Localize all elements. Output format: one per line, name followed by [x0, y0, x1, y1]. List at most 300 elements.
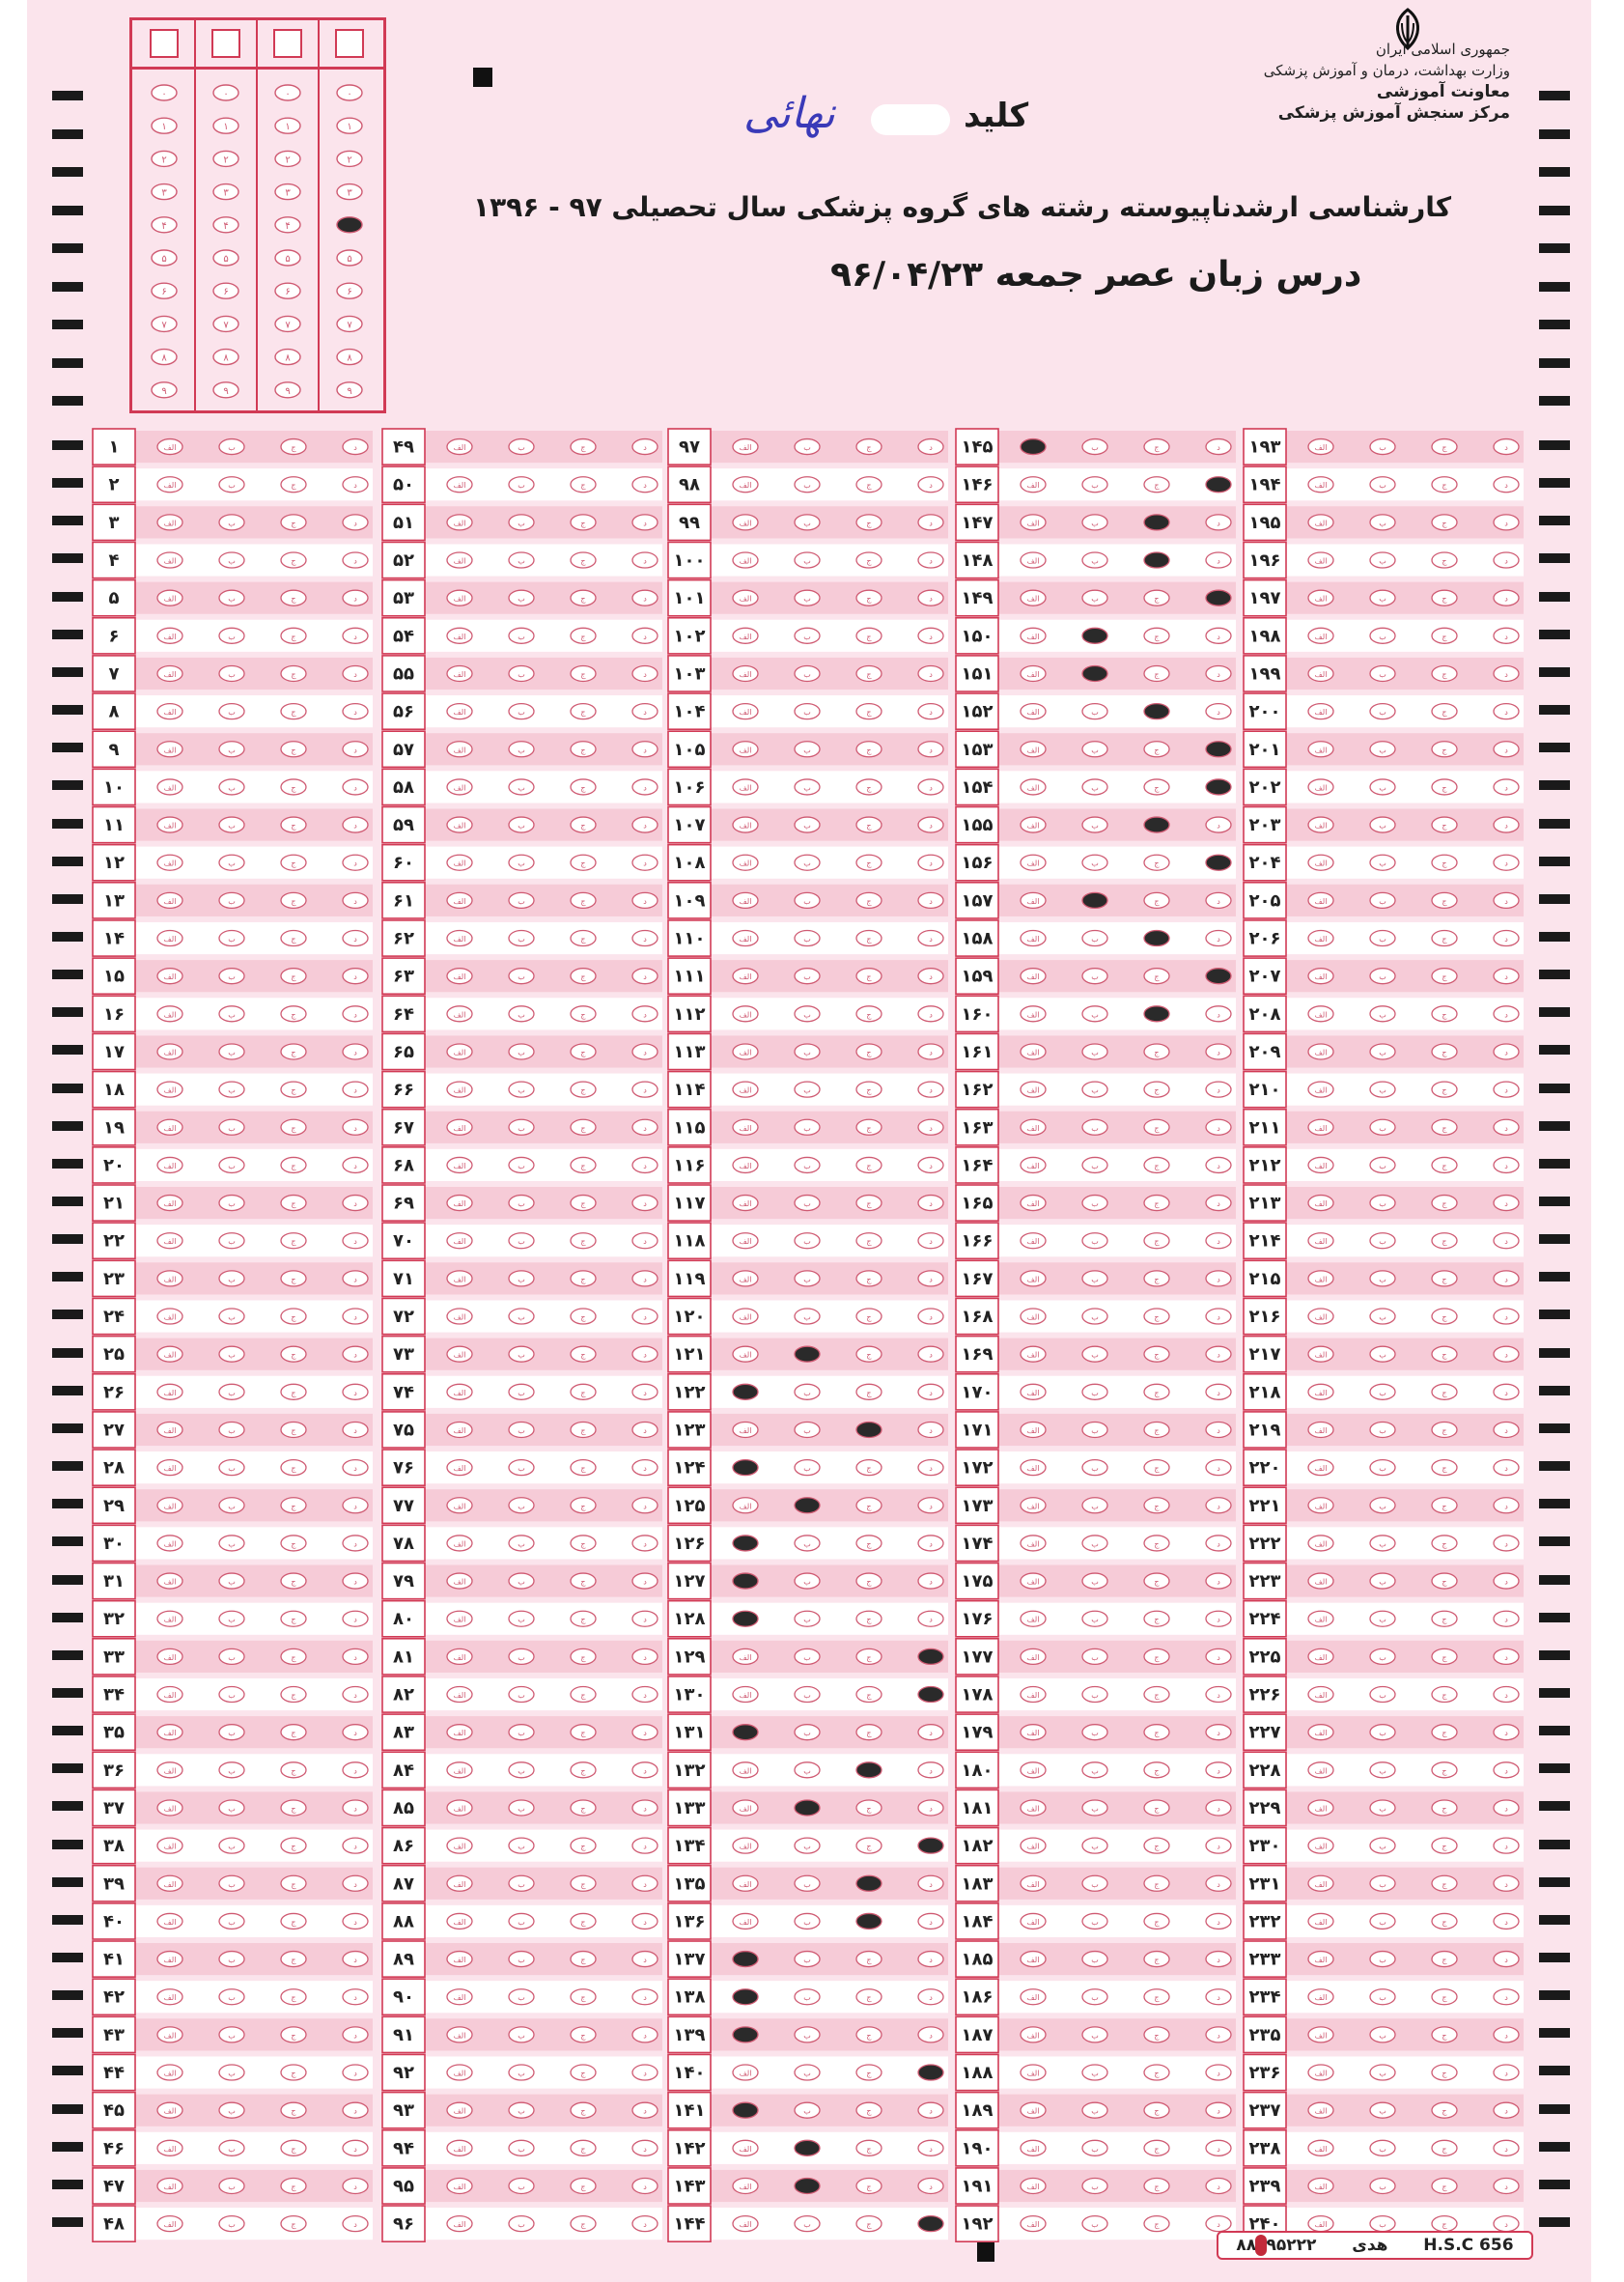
answer-bubble[interactable]	[918, 1082, 943, 1097]
answer-bubble[interactable]	[509, 1082, 534, 1097]
answer-bubble[interactable]	[1021, 2065, 1046, 2080]
answer-bubble[interactable]	[447, 477, 472, 493]
answer-bubble[interactable]	[1494, 1346, 1519, 1362]
answer-bubble[interactable]	[1308, 1875, 1333, 1891]
code-bubble[interactable]	[213, 85, 238, 100]
answer-bubble[interactable]	[509, 817, 534, 832]
answer-bubble[interactable]	[1308, 1762, 1333, 1778]
answer-bubble[interactable]	[281, 665, 306, 681]
answer-bubble[interactable]	[733, 1611, 758, 1626]
answer-bubble[interactable]	[219, 892, 244, 908]
answer-bubble[interactable]	[219, 2140, 244, 2155]
answer-bubble[interactable]	[795, 969, 820, 984]
answer-bubble[interactable]	[856, 1800, 882, 1816]
answer-bubble[interactable]	[157, 855, 182, 870]
answer-bubble[interactable]	[1308, 855, 1333, 870]
answer-bubble[interactable]	[1082, 515, 1107, 530]
answer-bubble[interactable]	[447, 1044, 472, 1059]
answer-bubble[interactable]	[157, 1648, 182, 1664]
answer-bubble[interactable]	[509, 1725, 534, 1740]
answer-bubble[interactable]	[343, 1196, 368, 1211]
answer-bubble[interactable]	[1494, 2065, 1519, 2080]
answer-bubble[interactable]	[795, 779, 820, 795]
answer-bubble[interactable]	[281, 1800, 306, 1816]
answer-bubble[interactable]	[1021, 1498, 1046, 1513]
answer-bubble[interactable]	[795, 1082, 820, 1097]
answer-bubble[interactable]	[571, 742, 596, 757]
answer-bubble[interactable]	[219, 628, 244, 643]
answer-bubble[interactable]	[1206, 515, 1231, 530]
answer-bubble[interactable]	[343, 892, 368, 908]
answer-bubble[interactable]	[632, 779, 658, 795]
answer-bubble[interactable]	[1308, 477, 1333, 493]
answer-bubble[interactable]	[509, 1952, 534, 1967]
answer-bubble[interactable]	[1370, 1611, 1395, 1626]
answer-bubble[interactable]	[571, 477, 596, 493]
answer-bubble[interactable]	[571, 2140, 596, 2155]
answer-bubble[interactable]	[509, 1838, 534, 1853]
answer-bubble[interactable]	[1370, 1196, 1395, 1211]
answer-bubble[interactable]	[632, 1687, 658, 1703]
answer-bubble[interactable]	[1021, 1119, 1046, 1135]
answer-bubble[interactable]	[1021, 515, 1046, 530]
answer-bubble[interactable]	[1021, 1233, 1046, 1249]
answer-bubble[interactable]	[1432, 1762, 1457, 1778]
answer-bubble[interactable]	[219, 1082, 244, 1097]
answer-bubble[interactable]	[1432, 665, 1457, 681]
answer-bubble[interactable]	[795, 1233, 820, 1249]
answer-bubble[interactable]	[1494, 1800, 1519, 1816]
answer-bubble[interactable]	[1082, 1044, 1107, 1059]
answer-bubble[interactable]	[1206, 1233, 1231, 1249]
answer-bubble[interactable]	[632, 2216, 658, 2232]
answer-bubble[interactable]	[795, 515, 820, 530]
answer-bubble[interactable]	[157, 1233, 182, 1249]
answer-bubble[interactable]	[219, 1838, 244, 1853]
answer-bubble[interactable]	[571, 628, 596, 643]
answer-bubble[interactable]	[1021, 1346, 1046, 1362]
answer-bubble[interactable]	[733, 2102, 758, 2118]
answer-bubble[interactable]	[1370, 1913, 1395, 1929]
answer-bubble[interactable]	[571, 704, 596, 719]
answer-bubble[interactable]	[1021, 1648, 1046, 1664]
answer-bubble[interactable]	[795, 2027, 820, 2043]
answer-bubble[interactable]	[1494, 1157, 1519, 1172]
answer-bubble[interactable]	[1082, 552, 1107, 568]
answer-bubble[interactable]	[1021, 1006, 1046, 1022]
answer-bubble[interactable]	[571, 2027, 596, 2043]
answer-bubble[interactable]	[918, 515, 943, 530]
answer-bubble[interactable]	[281, 1233, 306, 1249]
answer-bubble[interactable]	[1206, 969, 1231, 984]
answer-bubble[interactable]	[343, 931, 368, 946]
answer-bubble[interactable]	[157, 590, 182, 606]
answer-bubble[interactable]	[571, 552, 596, 568]
answer-bubble[interactable]	[856, 2216, 882, 2232]
answer-bubble[interactable]	[571, 439, 596, 455]
answer-bubble[interactable]	[571, 1762, 596, 1778]
answer-bubble[interactable]	[447, 1233, 472, 1249]
answer-bubble[interactable]	[795, 1800, 820, 1816]
answer-bubble[interactable]	[632, 1952, 658, 1967]
answer-bubble[interactable]	[1432, 1006, 1457, 1022]
answer-bubble[interactable]	[447, 1989, 472, 2005]
answer-bubble[interactable]	[1082, 779, 1107, 795]
answer-bubble[interactable]	[219, 2027, 244, 2043]
answer-bubble[interactable]	[795, 704, 820, 719]
answer-bubble[interactable]	[1082, 1535, 1107, 1551]
answer-bubble[interactable]	[733, 855, 758, 870]
answer-bubble[interactable]	[1494, 1952, 1519, 1967]
answer-bubble[interactable]	[1206, 665, 1231, 681]
answer-bubble[interactable]	[856, 1384, 882, 1399]
code-bubble[interactable]	[213, 118, 238, 133]
answer-bubble[interactable]	[1432, 1875, 1457, 1891]
answer-bubble[interactable]	[1432, 1573, 1457, 1589]
answer-bubble[interactable]	[157, 1535, 182, 1551]
answer-bubble[interactable]	[1308, 665, 1333, 681]
answer-bubble[interactable]	[1021, 1535, 1046, 1551]
answer-bubble[interactable]	[447, 552, 472, 568]
answer-bubble[interactable]	[795, 855, 820, 870]
answer-bubble[interactable]	[1144, 1838, 1169, 1853]
answer-bubble[interactable]	[281, 552, 306, 568]
answer-bubble[interactable]	[918, 1119, 943, 1135]
answer-bubble[interactable]	[918, 931, 943, 946]
answer-bubble[interactable]	[795, 742, 820, 757]
answer-bubble[interactable]	[1494, 1271, 1519, 1286]
answer-bubble[interactable]	[795, 590, 820, 606]
answer-bubble[interactable]	[281, 2102, 306, 2118]
answer-bubble[interactable]	[1206, 1346, 1231, 1362]
answer-bubble[interactable]	[343, 515, 368, 530]
answer-bubble[interactable]	[856, 1725, 882, 1740]
answer-bubble[interactable]	[571, 1687, 596, 1703]
answer-bubble[interactable]	[918, 2216, 943, 2232]
answer-bubble[interactable]	[1370, 1044, 1395, 1059]
answer-bubble[interactable]	[1308, 1838, 1333, 1853]
answer-bubble[interactable]	[918, 590, 943, 606]
answer-bubble[interactable]	[1206, 1800, 1231, 1816]
answer-bubble[interactable]	[219, 1309, 244, 1324]
answer-bubble[interactable]	[795, 2102, 820, 2118]
answer-bubble[interactable]	[571, 1838, 596, 1853]
answer-bubble[interactable]	[632, 1233, 658, 1249]
answer-bubble[interactable]	[281, 742, 306, 757]
answer-bubble[interactable]	[856, 1913, 882, 1929]
answer-bubble[interactable]	[157, 1573, 182, 1589]
answer-bubble[interactable]	[632, 1611, 658, 1626]
answer-bubble[interactable]	[571, 1913, 596, 1929]
answer-bubble[interactable]	[1370, 742, 1395, 757]
answer-bubble[interactable]	[343, 1762, 368, 1778]
answer-bubble[interactable]	[856, 931, 882, 946]
answer-bubble[interactable]	[632, 1119, 658, 1135]
answer-bubble[interactable]	[509, 892, 534, 908]
answer-bubble[interactable]	[632, 1989, 658, 2005]
answer-bubble[interactable]	[1432, 1384, 1457, 1399]
answer-bubble[interactable]	[1370, 704, 1395, 719]
answer-bubble[interactable]	[1308, 1233, 1333, 1249]
code-bubble[interactable]	[275, 283, 300, 298]
answer-bubble[interactable]	[447, 1648, 472, 1664]
answer-bubble[interactable]	[571, 1460, 596, 1476]
answer-bubble[interactable]	[1494, 704, 1519, 719]
answer-bubble[interactable]	[281, 1573, 306, 1589]
answer-bubble[interactable]	[343, 2216, 368, 2232]
answer-bubble[interactable]	[1494, 969, 1519, 984]
answer-bubble[interactable]	[1206, 1422, 1231, 1437]
answer-bubble[interactable]	[1082, 1119, 1107, 1135]
answer-bubble[interactable]	[157, 515, 182, 530]
code-bubble[interactable]	[275, 217, 300, 233]
answer-bubble[interactable]	[281, 1384, 306, 1399]
answer-bubble[interactable]	[509, 1573, 534, 1589]
answer-bubble[interactable]	[1144, 742, 1169, 757]
answer-bubble[interactable]	[1494, 1989, 1519, 2005]
answer-bubble[interactable]	[1370, 2178, 1395, 2193]
answer-bubble[interactable]	[1206, 1913, 1231, 1929]
answer-bubble[interactable]	[447, 1346, 472, 1362]
answer-bubble[interactable]	[1308, 1006, 1333, 1022]
answer-bubble[interactable]	[509, 515, 534, 530]
answer-bubble[interactable]	[1021, 779, 1046, 795]
answer-bubble[interactable]	[1494, 2102, 1519, 2118]
answer-bubble[interactable]	[733, 969, 758, 984]
answer-bubble[interactable]	[795, 892, 820, 908]
answer-bubble[interactable]	[1082, 1346, 1107, 1362]
answer-bubble[interactable]	[571, 931, 596, 946]
answer-bubble[interactable]	[509, 1346, 534, 1362]
answer-bubble[interactable]	[157, 628, 182, 643]
answer-bubble[interactable]	[343, 1082, 368, 1097]
answer-bubble[interactable]	[219, 515, 244, 530]
answer-bubble[interactable]	[1308, 1082, 1333, 1097]
answer-bubble[interactable]	[733, 1762, 758, 1778]
answer-bubble[interactable]	[281, 1762, 306, 1778]
answer-bubble[interactable]	[1144, 2102, 1169, 2118]
answer-bubble[interactable]	[447, 515, 472, 530]
answer-bubble[interactable]	[343, 1573, 368, 1589]
answer-bubble[interactable]	[343, 1233, 368, 1249]
answer-bubble[interactable]	[1370, 439, 1395, 455]
answer-bubble[interactable]	[281, 1309, 306, 1324]
answer-bubble[interactable]	[447, 590, 472, 606]
answer-bubble[interactable]	[918, 779, 943, 795]
answer-bubble[interactable]	[1206, 1082, 1231, 1097]
answer-bubble[interactable]	[795, 1611, 820, 1626]
answer-bubble[interactable]	[1494, 1611, 1519, 1626]
answer-bubble[interactable]	[856, 1422, 882, 1437]
answer-bubble[interactable]	[795, 2216, 820, 2232]
answer-bubble[interactable]	[281, 1346, 306, 1362]
answer-bubble[interactable]	[918, 742, 943, 757]
answer-bubble[interactable]	[509, 855, 534, 870]
answer-bubble[interactable]	[219, 1913, 244, 1929]
answer-bubble[interactable]	[509, 1498, 534, 1513]
answer-bubble[interactable]	[632, 1875, 658, 1891]
answer-bubble[interactable]	[571, 2178, 596, 2193]
answer-bubble[interactable]	[1370, 1384, 1395, 1399]
code-bubble[interactable]	[152, 350, 177, 365]
answer-bubble[interactable]	[343, 1838, 368, 1853]
answer-bubble[interactable]	[509, 1611, 534, 1626]
answer-bubble[interactable]	[343, 1460, 368, 1476]
answer-bubble[interactable]	[795, 1271, 820, 1286]
answer-bubble[interactable]	[918, 1309, 943, 1324]
answer-bubble[interactable]	[219, 1875, 244, 1891]
answer-bubble[interactable]	[219, 1196, 244, 1211]
answer-bubble[interactable]	[343, 1119, 368, 1135]
answer-bubble[interactable]	[447, 1687, 472, 1703]
answer-bubble[interactable]	[1308, 439, 1333, 455]
answer-bubble[interactable]	[1206, 1611, 1231, 1626]
answer-bubble[interactable]	[509, 665, 534, 681]
answer-bubble[interactable]	[1370, 1271, 1395, 1286]
answer-bubble[interactable]	[1144, 439, 1169, 455]
answer-bubble[interactable]	[1370, 1573, 1395, 1589]
answer-bubble[interactable]	[856, 590, 882, 606]
answer-bubble[interactable]	[281, 855, 306, 870]
answer-bubble[interactable]	[281, 1725, 306, 1740]
answer-bubble[interactable]	[856, 628, 882, 643]
answer-bubble[interactable]	[1308, 817, 1333, 832]
answer-bubble[interactable]	[918, 1762, 943, 1778]
answer-bubble[interactable]	[1021, 2216, 1046, 2232]
answer-bubble[interactable]	[1206, 590, 1231, 606]
answer-bubble[interactable]	[281, 704, 306, 719]
answer-bubble[interactable]	[1432, 1989, 1457, 2005]
answer-bubble[interactable]	[733, 1309, 758, 1324]
answer-bubble[interactable]	[447, 1535, 472, 1551]
answer-bubble[interactable]	[632, 552, 658, 568]
answer-bubble[interactable]	[1082, 2178, 1107, 2193]
answer-bubble[interactable]	[281, 969, 306, 984]
answer-bubble[interactable]	[447, 1119, 472, 1135]
answer-bubble[interactable]	[856, 1271, 882, 1286]
answer-bubble[interactable]	[918, 1460, 943, 1476]
answer-bubble[interactable]	[509, 552, 534, 568]
answer-bubble[interactable]	[343, 1157, 368, 1172]
answer-bubble[interactable]	[795, 1989, 820, 2005]
answer-bubble[interactable]	[918, 1044, 943, 1059]
answer-bubble[interactable]	[1082, 1648, 1107, 1664]
answer-bubble[interactable]	[1432, 2140, 1457, 2155]
answer-bubble[interactable]	[733, 1157, 758, 1172]
code-bubble[interactable]	[213, 184, 238, 200]
answer-bubble[interactable]	[281, 2027, 306, 2043]
answer-bubble[interactable]	[918, 439, 943, 455]
answer-bubble[interactable]	[632, 439, 658, 455]
answer-bubble[interactable]	[157, 1271, 182, 1286]
answer-bubble[interactable]	[856, 704, 882, 719]
answer-bubble[interactable]	[1494, 1384, 1519, 1399]
answer-bubble[interactable]	[1494, 477, 1519, 493]
answer-bubble[interactable]	[1494, 2216, 1519, 2232]
answer-bubble[interactable]	[1370, 892, 1395, 908]
answer-bubble[interactable]	[447, 1875, 472, 1891]
answer-bubble[interactable]	[281, 1648, 306, 1664]
answer-bubble[interactable]	[1021, 665, 1046, 681]
answer-bubble[interactable]	[1432, 439, 1457, 455]
answer-bubble[interactable]	[1021, 855, 1046, 870]
answer-bubble[interactable]	[157, 1082, 182, 1097]
answer-bubble[interactable]	[1144, 2216, 1169, 2232]
answer-bubble[interactable]	[571, 1233, 596, 1249]
answer-bubble[interactable]	[157, 2216, 182, 2232]
answer-bubble[interactable]	[1021, 1952, 1046, 1967]
answer-bubble[interactable]	[1370, 817, 1395, 832]
answer-bubble[interactable]	[1082, 969, 1107, 984]
answer-bubble[interactable]	[1432, 1460, 1457, 1476]
answer-bubble[interactable]	[509, 590, 534, 606]
answer-bubble[interactable]	[219, 1800, 244, 1816]
answer-bubble[interactable]	[733, 2178, 758, 2193]
answer-bubble[interactable]	[632, 892, 658, 908]
answer-bubble[interactable]	[571, 1196, 596, 1211]
answer-bubble[interactable]	[1082, 1498, 1107, 1513]
answer-bubble[interactable]	[1144, 1271, 1169, 1286]
answer-bubble[interactable]	[157, 817, 182, 832]
answer-bubble[interactable]	[281, 1989, 306, 2005]
answer-bubble[interactable]	[1432, 892, 1457, 908]
answer-bubble[interactable]	[1144, 1422, 1169, 1437]
answer-bubble[interactable]	[1308, 1611, 1333, 1626]
code-bubble[interactable]	[337, 350, 362, 365]
answer-bubble[interactable]	[281, 1157, 306, 1172]
answer-bubble[interactable]	[856, 1044, 882, 1059]
answer-bubble[interactable]	[157, 439, 182, 455]
answer-bubble[interactable]	[1082, 1573, 1107, 1589]
answer-bubble[interactable]	[1308, 1687, 1333, 1703]
answer-bubble[interactable]	[157, 2140, 182, 2155]
answer-bubble[interactable]	[918, 1346, 943, 1362]
answer-bubble[interactable]	[795, 1498, 820, 1513]
answer-bubble[interactable]	[1021, 1687, 1046, 1703]
answer-bubble[interactable]	[856, 1196, 882, 1211]
answer-bubble[interactable]	[918, 1611, 943, 1626]
answer-bubble[interactable]	[1494, 892, 1519, 908]
answer-bubble[interactable]	[219, 1006, 244, 1022]
answer-bubble[interactable]	[571, 1006, 596, 1022]
answer-bubble[interactable]	[856, 1309, 882, 1324]
answer-bubble[interactable]	[219, 439, 244, 455]
answer-bubble[interactable]	[856, 2140, 882, 2155]
answer-bubble[interactable]	[918, 892, 943, 908]
answer-bubble[interactable]	[1082, 477, 1107, 493]
answer-bubble[interactable]	[157, 742, 182, 757]
answer-bubble[interactable]	[1082, 439, 1107, 455]
answer-bubble[interactable]	[856, 2178, 882, 2193]
answer-bubble[interactable]	[447, 2178, 472, 2193]
code-bubble[interactable]	[337, 85, 362, 100]
code-bubble[interactable]	[213, 250, 238, 266]
code-bubble[interactable]	[152, 283, 177, 298]
answer-bubble[interactable]	[1308, 742, 1333, 757]
code-bubble[interactable]	[275, 250, 300, 266]
answer-bubble[interactable]	[632, 1460, 658, 1476]
answer-bubble[interactable]	[1308, 779, 1333, 795]
answer-bubble[interactable]	[918, 1952, 943, 1967]
answer-bubble[interactable]	[1206, 1875, 1231, 1891]
answer-bubble[interactable]	[157, 1309, 182, 1324]
answer-bubble[interactable]	[1082, 892, 1107, 908]
answer-bubble[interactable]	[1082, 1687, 1107, 1703]
answer-bubble[interactable]	[856, 1838, 882, 1853]
answer-bubble[interactable]	[509, 2140, 534, 2155]
answer-bubble[interactable]	[918, 2140, 943, 2155]
answer-bubble[interactable]	[571, 2216, 596, 2232]
